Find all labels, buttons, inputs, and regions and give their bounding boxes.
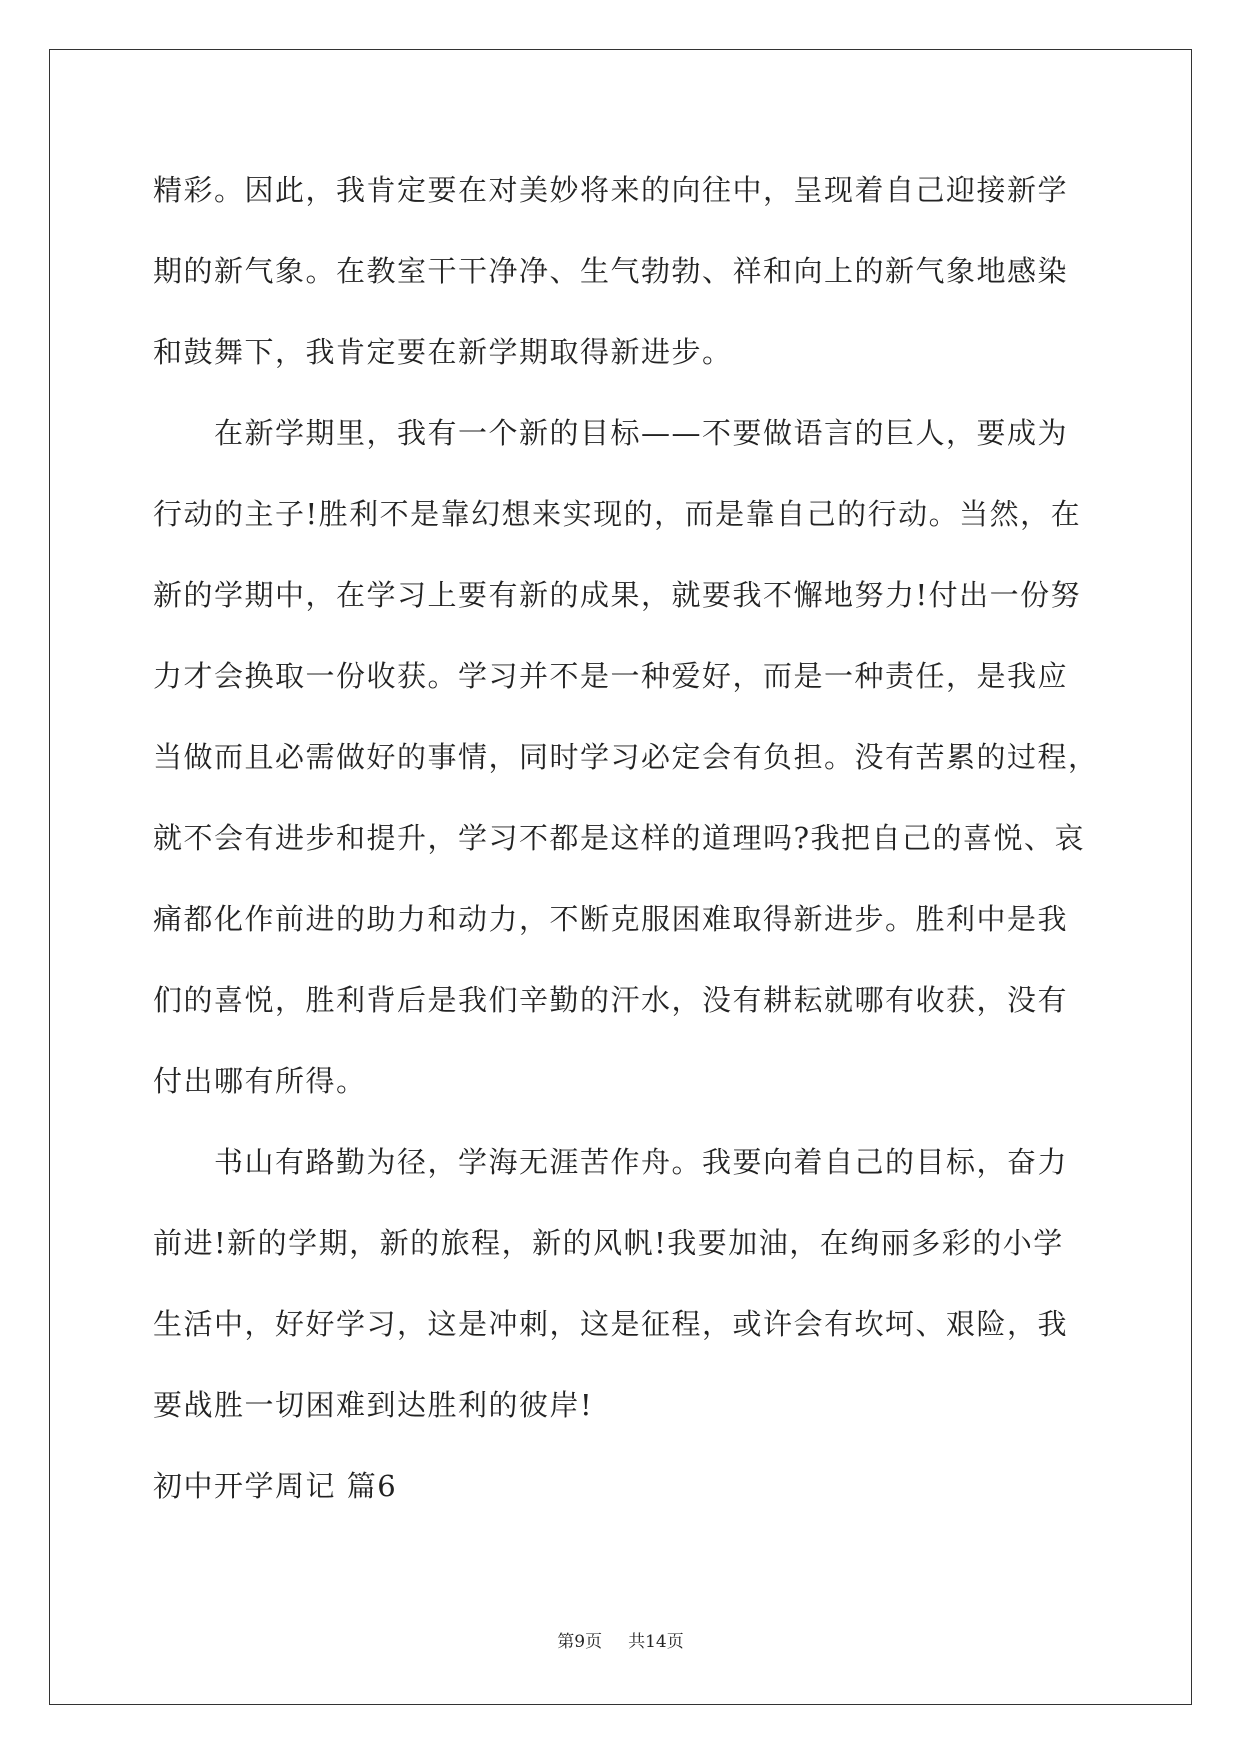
text-line: 付出哪有所得。 bbox=[153, 1064, 367, 1098]
text-line: 精彩。因此，我肯定要在对美妙将来的向往中，呈现着自己迎接新学 bbox=[153, 173, 1069, 207]
text-line: 痛都化作前进的助力和动力，不断克服困难取得新进步。胜利中是我 bbox=[153, 902, 1069, 936]
page-total: 共14页 bbox=[628, 1632, 684, 1652]
text-line: 书山有路勤为径，学海无涯苦作舟。我要向着自己的目标，奋力 bbox=[153, 1145, 1069, 1179]
text-line: 当做而且必需做好的事情，同时学习必定会有负担。没有苦累的过程， bbox=[153, 740, 1099, 774]
text-line: 和鼓舞下，我肯定要在新学期取得新进步。 bbox=[153, 335, 733, 369]
text-line: 要战胜一切困难到达胜利的彼岸! bbox=[153, 1388, 594, 1422]
text-line: 力才会换取一份收获。学习并不是一种爱好，而是一种责任，是我应 bbox=[153, 659, 1069, 693]
text-line: 新的学期中，在学习上要有新的成果，就要我不懈地努力!付出一份努 bbox=[153, 578, 1082, 612]
page-frame bbox=[49, 49, 1192, 1705]
text-line: 前进!新的学期，新的旅程，新的风帆!我要加油，在绚丽多彩的小学 bbox=[153, 1226, 1064, 1260]
page-footer bbox=[0, 1630, 1241, 1654]
text-line: 就不会有进步和提升，学习不都是这样的道理吗?我把自己的喜悦、哀 bbox=[153, 821, 1086, 855]
text-line: 们的喜悦，胜利背后是我们辛勤的汗水，没有耕耘就哪有收获，没有 bbox=[153, 983, 1069, 1017]
text-line: 在新学期里，我有一个新的目标——不要做语言的巨人，要成为 bbox=[153, 416, 1069, 450]
section-heading: 初中开学周记 篇6 bbox=[153, 1469, 398, 1503]
page-number: 第9页 bbox=[557, 1632, 603, 1652]
text-line: 期的新气象。在教室干干净净、生气勃勃、祥和向上的新气象地感染 bbox=[153, 254, 1069, 288]
text-line: 行动的主子!胜利不是靠幻想来实现的，而是靠自己的行动。当然，在 bbox=[153, 497, 1082, 531]
text-line: 生活中，好好学习，这是冲刺，这是征程，或许会有坎坷、艰险，我 bbox=[153, 1307, 1069, 1341]
